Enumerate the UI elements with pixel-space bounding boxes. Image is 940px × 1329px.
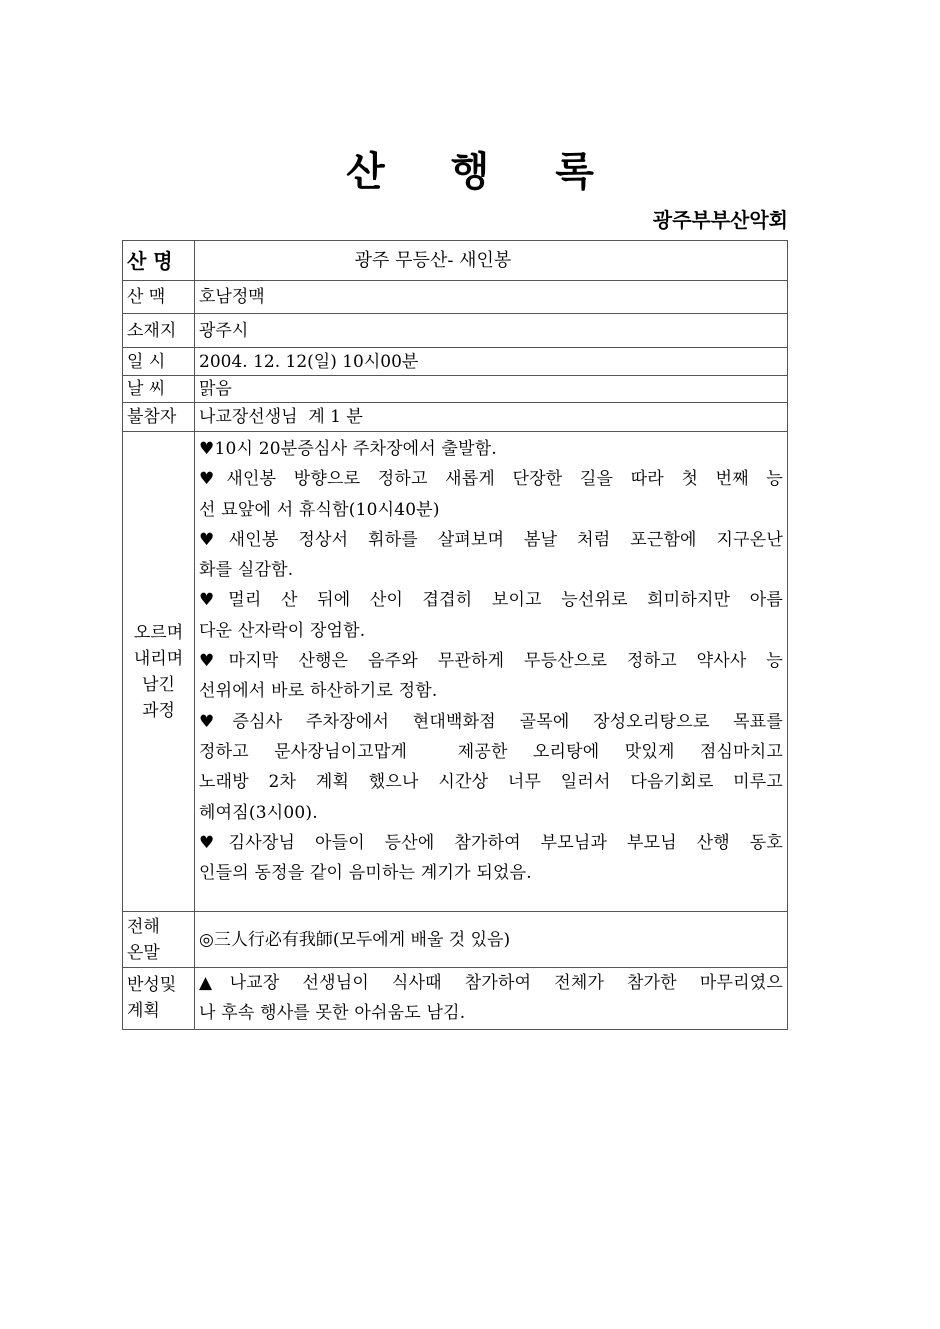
range-label: 산 맥: [123, 281, 195, 314]
row-absentees: [123, 403, 788, 432]
process-label-line: 과정: [142, 700, 175, 721]
closing-label-line: 전해: [127, 916, 160, 937]
process-line: ♥멀리 산 뒤에 산이 겹겹히 보이고 능선위로 희미하지만 아름: [199, 590, 783, 611]
closing-value: ◎三人行必有我師(모두에게 배울 것 있음): [195, 912, 788, 968]
process-line: 헤여짐(3시00).: [199, 802, 318, 823]
absentees-value: 나교장선생님 계 1 분: [195, 403, 788, 432]
process-line: 선위에서 바로 하산하기로 정함.: [199, 681, 438, 702]
row-weather: [123, 376, 788, 403]
mountain-value: 광주 무등산- 새인봉: [195, 241, 788, 281]
row-range: [123, 281, 788, 314]
process-line: 화를 실감함.: [199, 560, 294, 581]
process-label: [123, 432, 195, 912]
process-line: 선 묘앞에 서 휴식함(10시40분): [199, 499, 440, 520]
process-label-line: 오르며: [133, 622, 184, 643]
location-value: 광주시: [195, 314, 788, 348]
row-mountain: [123, 241, 788, 281]
row-process: [123, 432, 788, 912]
organization-name: 광주부부산악회: [652, 208, 788, 232]
reflection-label: [123, 968, 195, 1030]
row-location: [123, 314, 788, 348]
closing-label-line: 온말: [127, 942, 160, 963]
reflection-label-line: 반성및: [127, 975, 177, 996]
process-content: [195, 432, 788, 912]
closing-label: [123, 912, 195, 968]
process-line: 노래방 2차 계획 했으나 시간상 너무 일러서 다음기회로 미루고: [199, 772, 783, 793]
reflection-line: 나 후속 행사를 못한 아쉬움도 남김.: [199, 1003, 466, 1024]
process-line: ♥새인봉 방향으로 정하고 새롭게 단장한 길을 따라 첫 번째 능: [199, 469, 783, 490]
process-line: 정하고 문사장님이고맙게 제공한 오리탕에 맛있게 점심마치고: [199, 741, 783, 762]
process-line: ♥10시 20분증심사 주차장에서 출발함.: [199, 439, 498, 459]
datetime-label: 일 시: [123, 348, 195, 376]
process-line: ♥새인봉 정상서 휘하를 살펴보며 봄날 처럼 포근함에 지구온난: [199, 529, 783, 550]
absentees-label: 불참자: [123, 403, 195, 432]
location-label: 소재지: [123, 314, 195, 348]
process-label-line: 남긴: [142, 674, 175, 695]
reflection-content: [195, 968, 788, 1030]
mountain-label: 산 명: [123, 241, 195, 281]
weather-label: 날 씨: [123, 376, 195, 403]
process-line: 다운 산자락이 장엄함.: [199, 620, 366, 641]
reflection-label-line: 계획: [127, 1001, 160, 1022]
hiking-record-table: [122, 240, 788, 1030]
process-line: ♥마지막 산행은 음주와 무관하게 무등산으로 정하고 약사사 능: [199, 651, 783, 672]
row-reflection: [123, 968, 788, 1030]
row-datetime: [123, 348, 788, 376]
row-closing: [123, 912, 788, 968]
range-value: 호남정맥: [195, 281, 788, 314]
process-label-line: 내리며: [133, 648, 184, 669]
process-line: ♥김사장님 아들이 등산에 참가하여 부모님과 부모님 산행 동호: [199, 832, 783, 853]
weather-value: 맑음: [195, 376, 788, 403]
process-line: ♥증심사 주차장에서 현대백화점 골목에 장성오리탕으로 목표를: [199, 711, 783, 732]
process-line: 인들의 동정을 같이 음미하는 계기가 되었음.: [199, 863, 532, 884]
document-title: 산 행 록: [346, 148, 620, 195]
datetime-value: 2004. 12. 12(일) 10시00분: [195, 348, 788, 376]
reflection-line: ▲나교장 선생님이 식사때 참가하여 전체가 참가한 마무리였으: [199, 973, 783, 993]
